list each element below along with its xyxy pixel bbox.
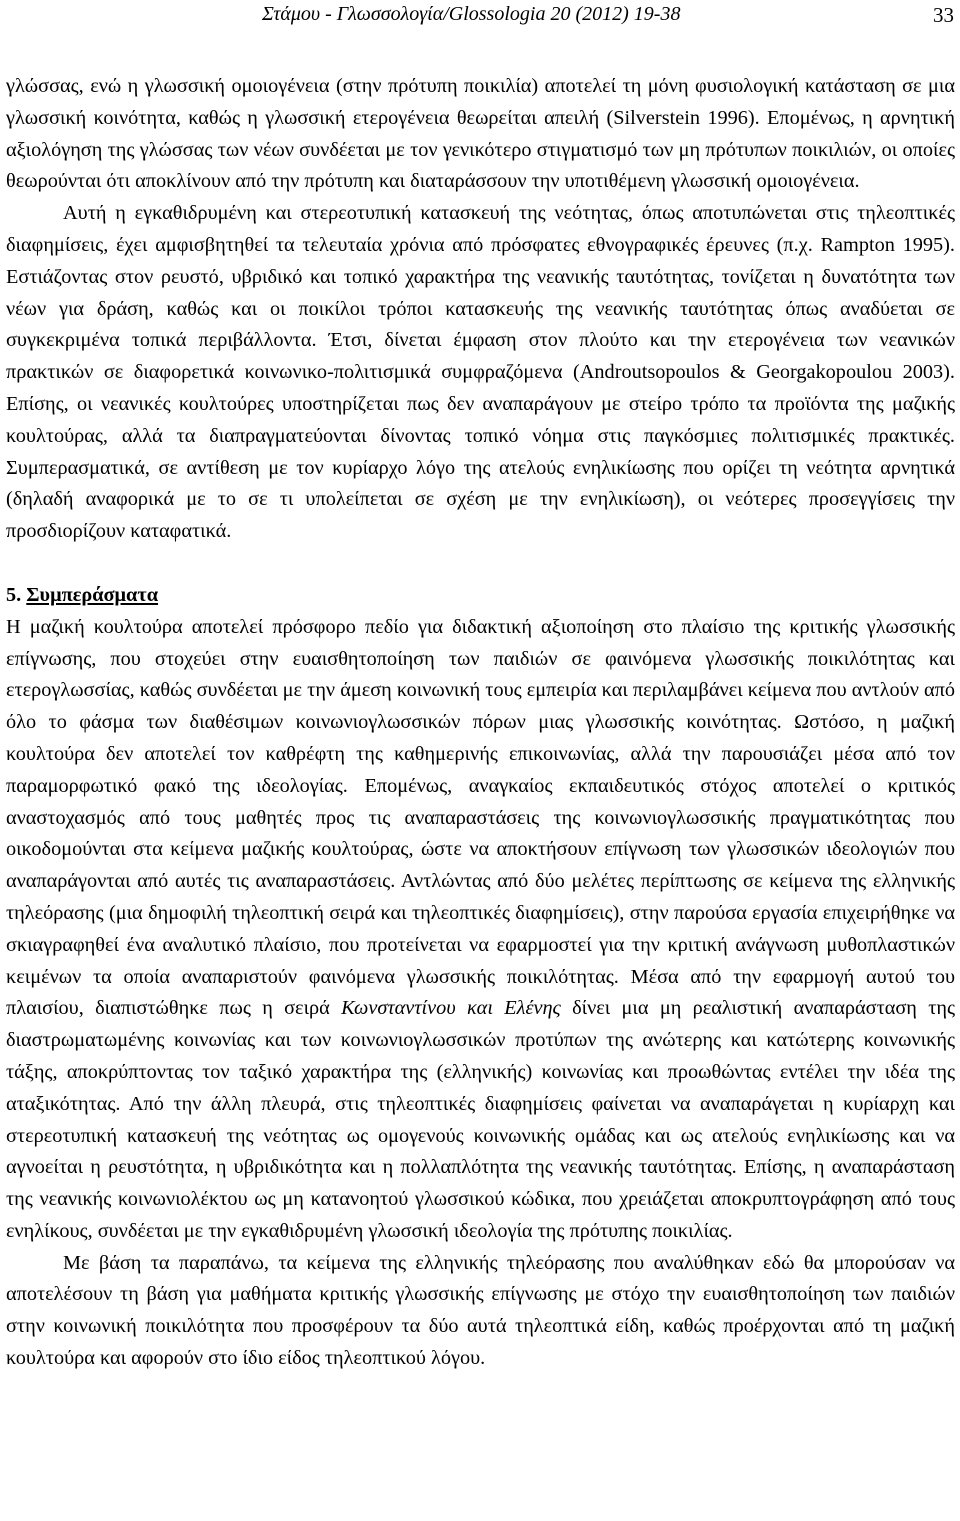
series-title-italic: Κωνσταντίνου και Ελένης xyxy=(341,997,561,1020)
conclusions-text-part-2: δίνει μια μη ρεαλιστική αναπαράσταση της διαστρωματωμένης κοινωνίας και των κοινωνιογλωσσικών προτύπων της ανώτερης και κατώτερης κοινωνικής τάξης, αποκρύπτοντας τον ταξικό χαρακτήρα της (ελληνικής) κοινωνίας και προωθώντας εντέλει την ιδέα της αταξικότητας. Από την άλλη πλευρά, στις τηλεοπτικές διαφημίσεις φαίνεται να αναπαράγεται η κυρίαρχη και στερεοτυπική κατασκευή της νεότητας ως ομογενούς κοινωνικής ομάδας και ως ατελούς ενηλικίωσης και να αγνοείται η ρευστότητα, η υβριδικότητα και η πολλαπλότητα της νεανικής ταυτότητας. Επίσης, η αναπαράσταση της νεανικής κοινωνιολέκτου ως μη κατανοητού γλωσσικού κώδικα, που χρειάζεται αποκρυπτογράφηση από τους ενηλίκους, συνδέεται με την εγκαθιδρυμένη γλωσσική ιδεολογία της πρότυπης ποικιλίας. xyxy=(6,997,955,1242)
conclusions-text-part-1: Η μαζική κουλτούρα αποτελεί πρόσφορο πεδίο για διδακτική αξιοποίηση στο πλαίσιο της κριτικής γλωσσικής επίγνωσης, που στοχεύει στην ευαισθητοποίηση των παιδιών σε φαινόμενα γλωσσικής ποικιλότητας και ετερογλωσσίας, καθώς συνδέεται με την άμεση κοινωνική τους εμπειρία και περιλαμβάνει κείμενα που αντλούν από όλο το φάσμα των διαθέσιμων κοινωνιογλωσσικών πόρων μιας γλωσσικής κοινότητας. Ωστόσο, η μαζική κουλτούρα δεν αποτελεί τον καθρέφτη της καθημερινής επικοινωνίας, αλλά την παρουσιάζει μέσα από τον παραμορφωτικό φακό της ιδεολογίας. Επομένως, αναγκαίος εκπαιδευτικός στόχος αποτελεί ο κριτικός αναστοχασμός από τους μαθητές προς τις αναπαραστάσεις της κοινωνιογλωσσικής πραγματικότητας που οικοδομούνται στα κείμενα μαζικής κουλτούρας, ώστε να αποκτήσουν επίγνωση των γλωσσικών ιδεολογιών που αναπαράγονται από αυτές τις αναπαραστάσεις. Αντλώντας από δύο μελέτες περίπτωσης σε κείμενα της ελληνικής τηλεόρασης (μια δημοφιλή τηλεοπτική σειρά και τηλεοπτικές διαφημίσεις), στην παρούσα εργασία επιχειρήθηκε να σκιαγραφηθεί ένα αναλυτικό πλαίσιο, που προτείνεται να εφαρμοστεί για την κριτική ανάγνωση μυθοπλαστικών κειμένων τα οποία αναπαριστούν φαινόμενα γλωσσικής ποικιλότητας. Μέσα από την εφαρμογή αυτού του πλαισίου, διαπιστώθηκε πως η σειρά xyxy=(6,615,955,1020)
running-title: Στάμου - Γλωσσολογία/Glossologia 20 (2012) 19-38 xyxy=(262,3,681,25)
page-number: 33 xyxy=(933,3,954,27)
section-heading xyxy=(6,580,955,612)
paragraph-continued: γλώσσας, ενώ η γλωσσική ομοιογένεια (στην πρότυπη ποικιλία) αποτελεί τη μόνη φυσιολογική κατάσταση σε μια γλωσσική κοινότητα, καθώς η γλωσσική ετερογένεια θεωρείται απειλή (Silverstein 1996). Επομένως, η αρνητική αξιολόγηση της γλώσσας των νέων συνδέεται με τον γενικότερο στιγματισμό των μη πρότυπων ποικιλιών, οι οποίες θεωρούνται ότι αποκλίνουν από την πρότυπη και διαταράσσουν την υποτιθέμενη γλωσσική ομοιογένεια. xyxy=(6,75,955,193)
section-title: Συμπεράσματα xyxy=(26,583,159,606)
paragraph-conclusions xyxy=(6,612,955,1248)
article-body xyxy=(6,71,955,1375)
paragraph-youth-construction: Αυτή η εγκαθιδρυμένη και στερεοτυπική κατασκευή της νεότητας, όπως αποτυπώνεται στις τηλεοπτικές διαφημίσεις, έχει αμφισβητηθεί τα τελευταία χρόνια από πρόσφατες εθνογραφικές έρευνες (π.χ. Rampton 1995). Εστιάζοντας στον ρευστό, υβριδικό και τοπικό χαρακτήρα της νεανικής ταυτότητας, τονίζεται η δυνατότητα των νέων για δράση, καθώς και οι ποικίλοι τρόποι κατασκευής της νεανικής ταυτότητας όπως αναδύεται σε συγκεκριμένα τοπικά περιβάλλοντα. Έτσι, δίνεται έμφαση στον πλούτο και την ετερογένεια των νεανικών πρακτικών σε διαφορετικά κοινωνικο-πολιτισμικά συμφραζόμενα (Androutsopoulos & Georgakopoulou 2003). Επίσης, οι νεανικές κουλτούρες υποστηρίζεται πως δεν αναπαράγουν με στείρο τρόπο τα προϊόντα της μαζικής κουλτούρας, αλλά τα διαπραγματεύονται δίνοντας τοπικό νόημα στις παγκόσμιες πολιτισμικές πρακτικές. Συμπερασματικά, σε αντίθεση με τον κυρίαρχο λόγο της ατελούς ενηλικίωσης που ορίζει τη νεότητα αρνητικά (δηλαδή αναφορικά με το σε τι υπολείπεται σε σχέση με την ενηλικίωση), οι νεότερες προσεγγίσεις την προσδιορίζουν καταφατικά. xyxy=(6,202,955,543)
section-number: 5. xyxy=(6,583,22,606)
paragraph-final: Με βάση τα παραπάνω, τα κείμενα της ελληνικής τηλεόρασης που αναλύθηκαν εδώ θα μπορούσαν να αποτελέσουν τη βάση για μαθήματα κριτικής γλωσσικής επίγνωσης με στόχο την ευαισθητοποίηση των παιδιών στην κοινωνική ποικιλότητα που προσφέρουν τα δύο αυτά τηλεοπτικά είδη, καθώς προέρχονται από τη μαζική κουλτούρα και αφορούν στο ίδιο είδος τηλεοπτικού λόγου. xyxy=(6,1251,955,1370)
